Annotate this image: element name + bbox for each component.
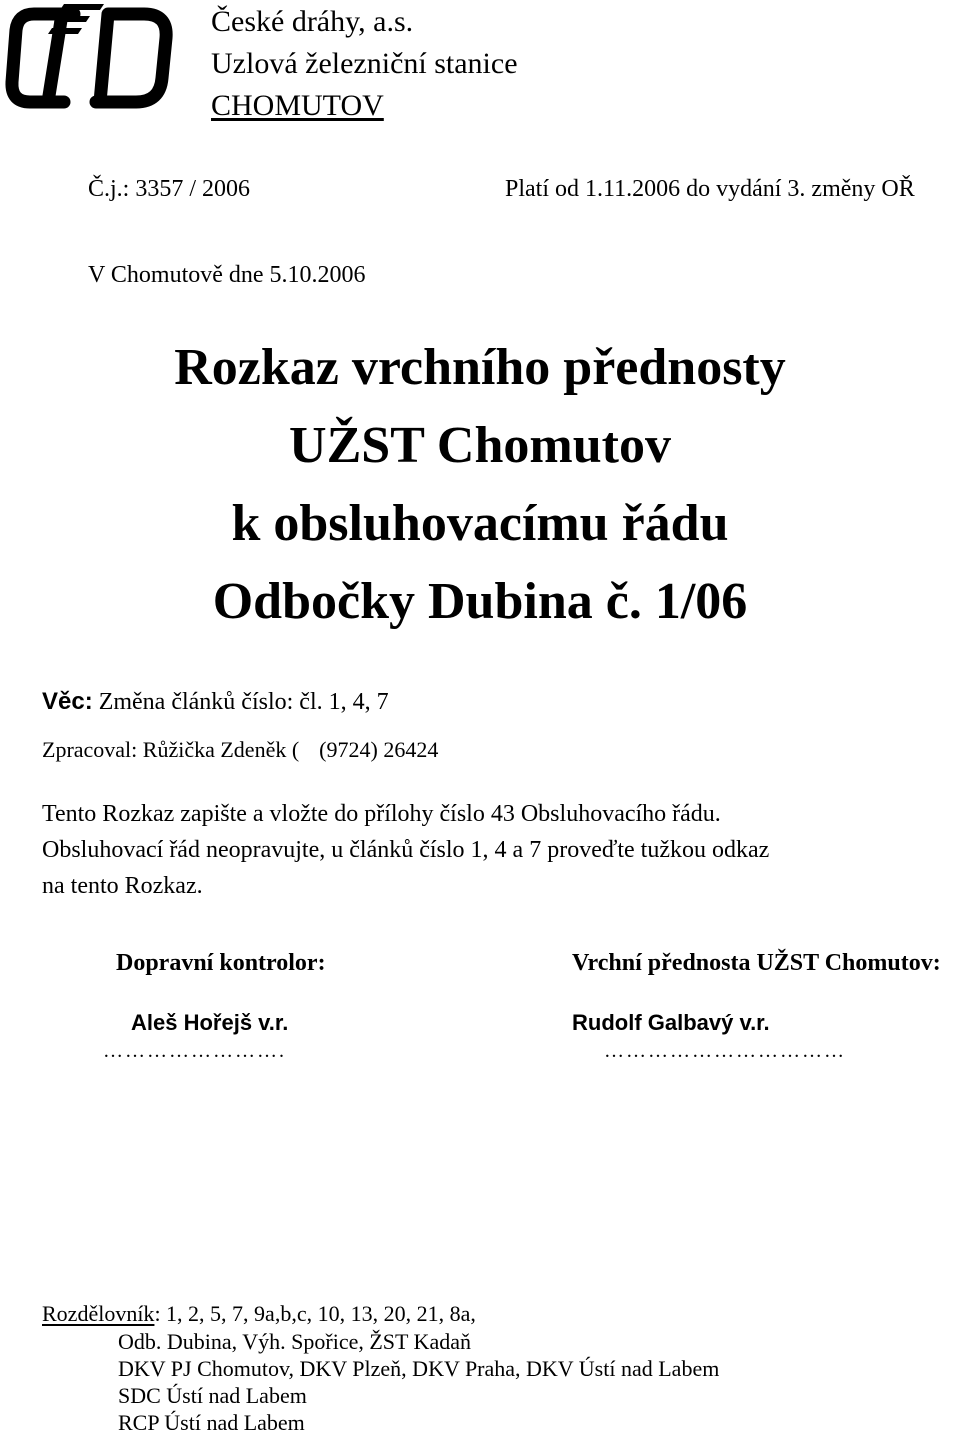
distribution-line2: Odb. Dubina, Výh. Spořice, ŽST Kadaň (118, 1329, 471, 1354)
document-title-line4: Odbočky Dubina č. 1/06 (212, 573, 748, 630)
distribution-line1: Rozdělovník: 1, 2, 5, 7, 9a,b,c, 10, 13, 20, 21, 8a, (42, 1301, 476, 1326)
document-title-line1: Rozkaz vrchního přednosty (174, 339, 786, 396)
reference-number: Č.j.: 3357 / 2006 (88, 176, 251, 202)
validity-note: Platí od 1.11.2006 do vydání 3. změny OŘ (505, 176, 915, 202)
prepared-by-line (42, 737, 438, 763)
signature-left-label: Dopravní kontrolor: (116, 950, 326, 976)
prepared-by-label: Zpracoval: Růžička Zdeněk ( (42, 737, 300, 762)
org-name: České dráhy, a.s. (211, 5, 414, 38)
document-title-line2: UŽST Chomutov (289, 417, 671, 474)
signature-right-name: Rudolf Galbavý v.r. (572, 1010, 770, 1035)
instructions-line3: na tento Rozkaz. (42, 873, 203, 899)
cd-railway-logo-icon (4, 2, 176, 118)
distribution-line5: RCP Ústí nad Labem (118, 1410, 305, 1435)
subject-value: Změna článků číslo: čl. 1, 4, 7 (92, 689, 389, 715)
place-date: V Chomutově dne 5.10.2006 (88, 262, 366, 288)
prepared-by-phone: (9724) 26424 (319, 737, 439, 762)
org-unit: Uzlová železniční stanice (211, 47, 518, 80)
instructions-line2: Obsluhovací řád neopravujte, u článků číslo 1, 4 a 7 proveďte tužkou odkaz (42, 837, 770, 863)
instructions-line1: Tento Rozkaz zapište a vložte do přílohy číslo 43 Obsluhovacího řádu. (42, 801, 721, 827)
subject-label: Věc: (42, 688, 93, 715)
subject-line (42, 688, 389, 716)
signature-left-name: Aleš Hořejš v.r. (131, 1010, 289, 1035)
document-title-line3: k obsluhovacímu řádu (231, 495, 729, 552)
signature-right-label: Vrchní přednosta UŽST Chomutov: (572, 950, 941, 976)
distribution-line4: SDC Ústí nad Labem (118, 1383, 307, 1408)
signature-left-line: ……………………. (103, 1040, 286, 1062)
signature-right-line: …………………………… (604, 1040, 846, 1062)
distribution-label: Rozdělovník (42, 1301, 155, 1326)
org-station: CHOMUTOV (211, 89, 384, 122)
distribution-line3: DKV PJ Chomutov, DKV Plzeň, DKV Praha, DKV Ústí nad Labem (118, 1356, 720, 1381)
